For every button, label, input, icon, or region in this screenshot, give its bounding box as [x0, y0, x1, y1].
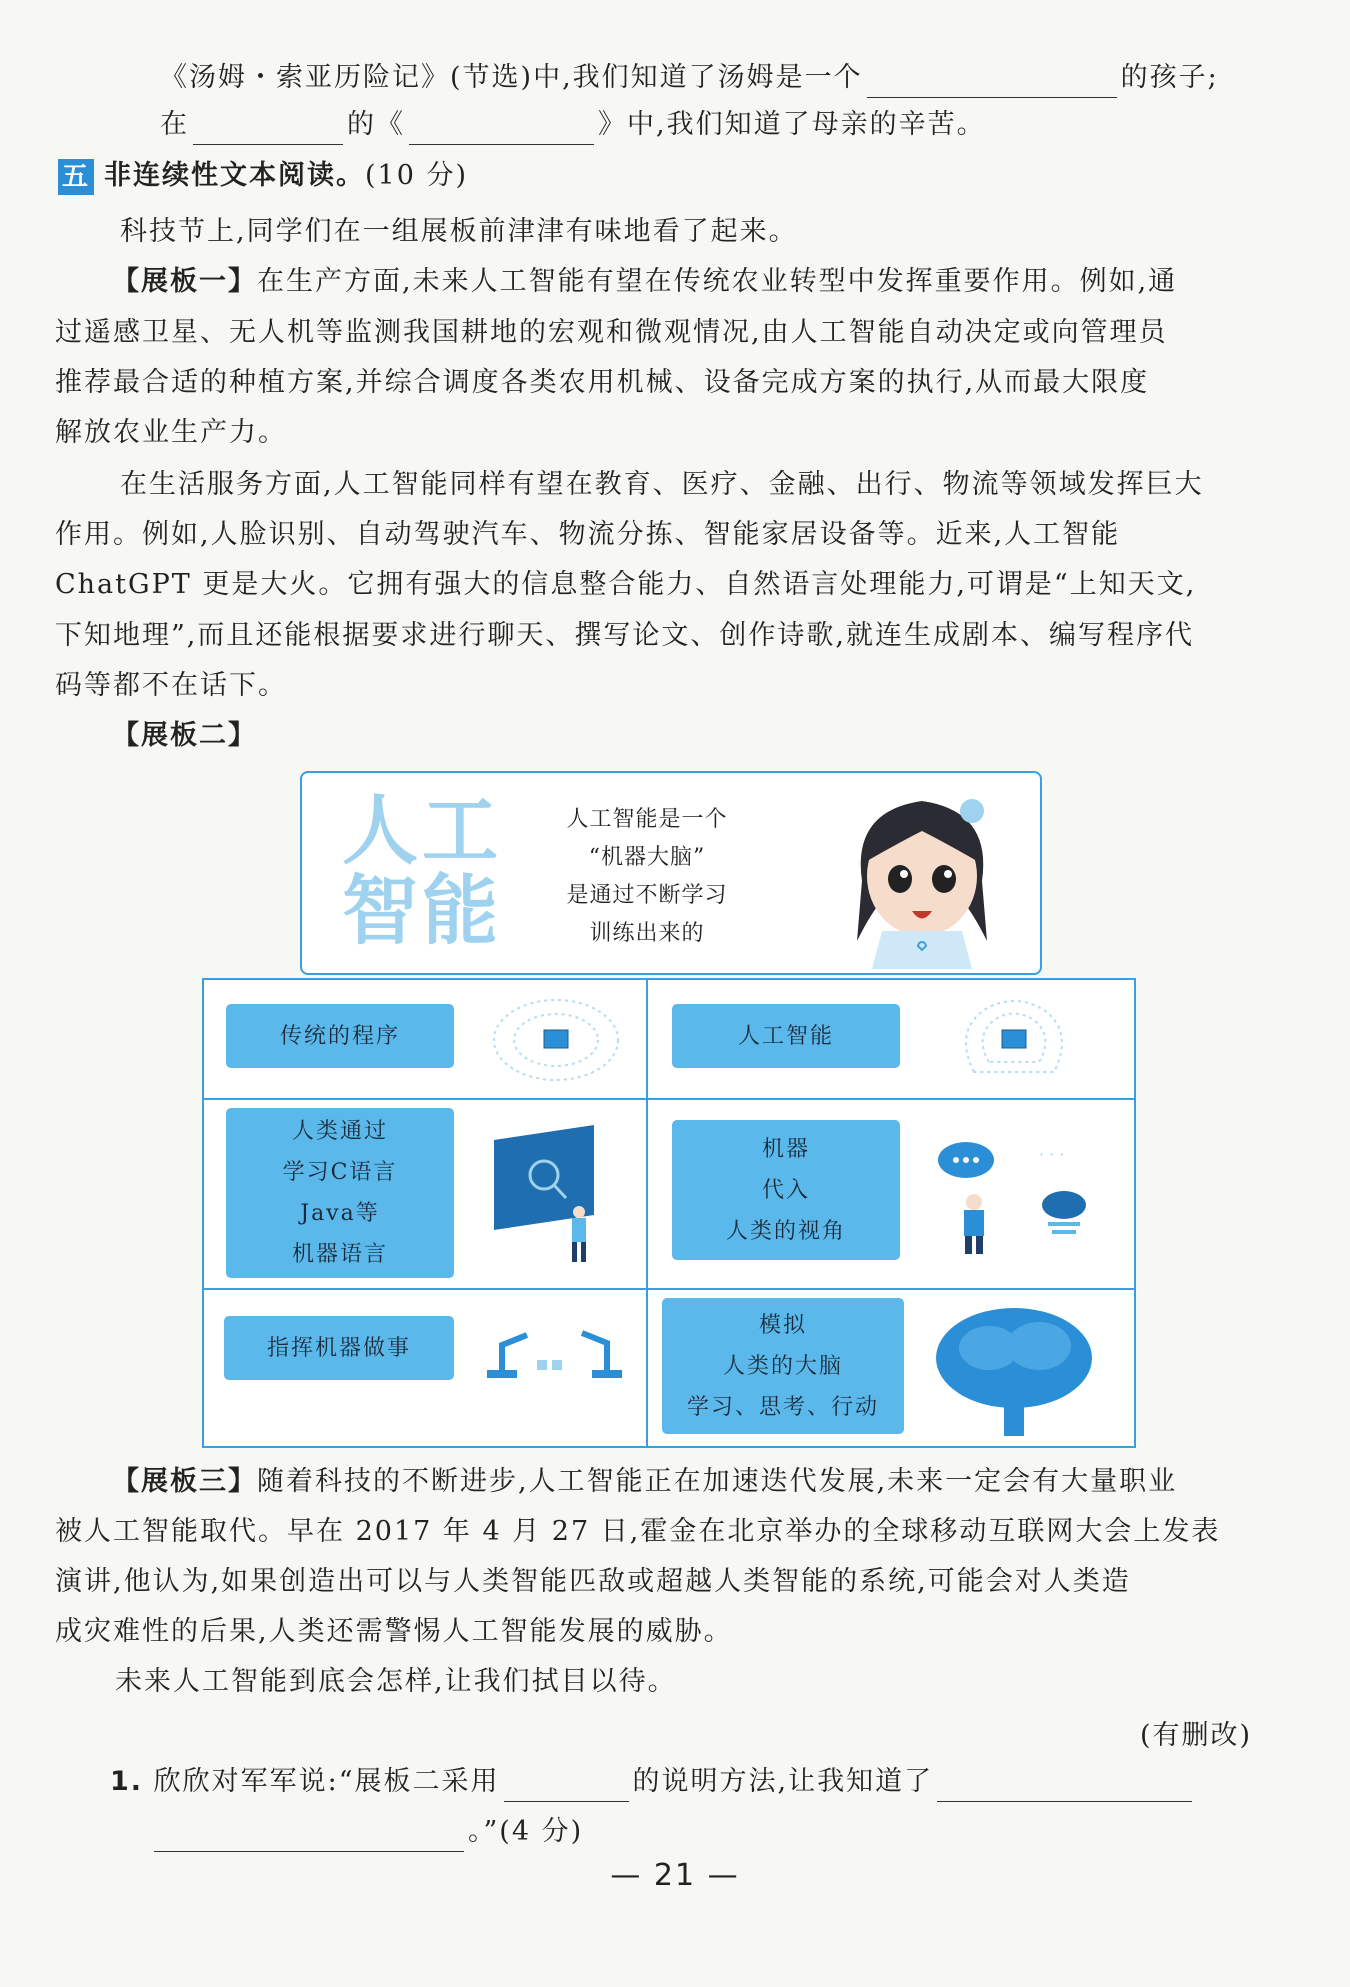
question-1-text-a: 欣欣对军军说:“展板二采用 — [153, 1766, 500, 1797]
board1-p2-line-4: 下知地理”,而且还能根据要求进行聊天、撰写论文、创作诗歌,就连生成剧本、编写程序代 — [55, 620, 1194, 651]
cell-left-mid-line-3: Java等 — [300, 1201, 380, 1226]
cell-right-mid-line-1: 机器 — [761, 1136, 810, 1162]
board1-p2-line-3: ChatGPT 更是大火。它拥有强大的信息整合能力、自然语言处理能力,可谓是“上知天文, — [55, 569, 1197, 600]
cell-simulate-brain — [662, 1298, 904, 1434]
board1-p2-line-1: 在生活服务方面,人工智能同样有望在教育、医疗、金融、出行、物流等领域发挥巨大 — [120, 469, 1204, 500]
question-1-blank-3[interactable] — [154, 1821, 464, 1852]
question-1-blank-1[interactable] — [504, 1771, 629, 1802]
cell-right-mid-line-2: 代入 — [761, 1177, 810, 1203]
board2-figure-header — [300, 771, 1042, 975]
svg-text:· · ·: · · · — [1039, 1145, 1065, 1164]
question-1-text-c: 。”(4 分) — [468, 1816, 584, 1847]
board1-line-3: 推荐最合适的种植方案,并综合调度各类农用机械、设备完成方案的执行,从而最大限度 — [55, 367, 1150, 398]
blank-1[interactable] — [867, 67, 1117, 98]
section-score: (10 分) — [365, 160, 469, 191]
page-number: — 21 — — [610, 1858, 740, 1893]
board1-line-2: 过遥感卫星、无人机等监测我国耕地的宏观和微观情况,由人工智能自动决定或向管理员 — [55, 317, 1168, 348]
board1-p2-line-5: 码等都不在话下。 — [55, 670, 287, 701]
question-1-line-1 — [110, 1762, 1350, 1802]
cell-left-mid-line-4: 机器语言 — [291, 1242, 388, 1267]
board3-p2: 未来人工智能到底会怎样,让我们拭目以待。 — [115, 1666, 677, 1697]
board1-label: 【展板一】 — [112, 266, 257, 297]
speech-line-3: 是通过不断学习 — [566, 883, 728, 908]
board3-line-2: 被人工智能取代。早在 2017 年 4 月 27 日,霍金在北京举办的全球移动互联网大会上发表 — [55, 1516, 1221, 1547]
blank-2[interactable] — [193, 114, 343, 145]
grid-divider-vertical — [646, 980, 648, 1446]
line2-text-c: 》中,我们知道了母亲的辛苦。 — [598, 109, 986, 140]
line2-text-b: 的《 — [347, 109, 405, 140]
cell-left-mid-line-2: 学习C语言 — [282, 1160, 398, 1185]
grid-divider-1 — [204, 1098, 1134, 1100]
ai-title-art — [342, 786, 517, 955]
girl-illustration — [822, 781, 1022, 969]
line1-text-a: 《汤姆・索亚历险记》(节选)中,我们知道了汤姆是一个 — [160, 62, 863, 93]
cell-left-mid-line-1: 人类通过 — [291, 1119, 388, 1144]
board3-label: 【展板三】 — [112, 1466, 257, 1497]
board2-comparison-grid — [202, 978, 1136, 1448]
cell-right-bot-line-3: 学习、思考、行动 — [686, 1394, 879, 1420]
question-1-line-2 — [150, 1812, 1350, 1852]
question-1-text-b: 的说明方法,让我知道了 — [632, 1766, 934, 1797]
cell-traditional-program — [226, 1004, 454, 1068]
speech-text — [552, 801, 742, 953]
cell-human-learn-language — [226, 1108, 454, 1278]
board3-p1-text: 随着科技的不断进步,人工智能正在加速迭代发展,未来一定会有大量职业 — [257, 1466, 1178, 1497]
cell-left-bot-label: 指挥机器做事 — [266, 1335, 411, 1361]
board2-label: 【展板二】 — [112, 720, 257, 751]
brain-circuit-icon — [944, 992, 1084, 1088]
intro-text: 科技节上,同学们在一组展板前津津有味地看了起来。 — [120, 216, 798, 247]
board1-line-4: 解放农业生产力。 — [55, 417, 287, 448]
cell-right-mid-line-3: 人类的视角 — [725, 1218, 846, 1244]
board1-line-1 — [112, 262, 1350, 302]
board3-line-1 — [112, 1462, 1350, 1502]
board3-line-3: 演讲,他认为,如果创造出可以与人类智能匹敌或超越人类智能的系统,可能会对人类造 — [55, 1566, 1131, 1597]
cell-right-bot-line-1: 模拟 — [758, 1312, 807, 1338]
section-title: 非连续性文本阅读。 — [104, 160, 365, 191]
board3-line-4: 成灾难性的后果,人类还需警惕人工智能发展的威胁。 — [55, 1616, 733, 1647]
blank-3[interactable] — [409, 114, 594, 145]
abridged-note: (有删改) — [1140, 1720, 1253, 1751]
screen-person-icon — [484, 1120, 624, 1270]
brain-tree-icon — [929, 1298, 1109, 1438]
question-1-number: 1. — [110, 1766, 144, 1797]
speech-line-1: 人工智能是一个 — [566, 807, 728, 832]
circuit-icon — [486, 994, 626, 1086]
line1-text-b: 的孩子; — [1120, 62, 1219, 93]
speech-line-4: 训练出来的 — [589, 921, 705, 946]
fill-in-line-2 — [160, 105, 1350, 145]
board1-p1-text: 在生产方面,未来人工智能有望在传统农业转型中发挥重要作用。例如,通 — [257, 266, 1178, 297]
line2-text-a: 在 — [160, 109, 189, 140]
section-header — [58, 156, 1298, 196]
question-1-blank-2[interactable] — [937, 1771, 1192, 1802]
section-number-badge: 五 — [58, 159, 94, 195]
cell-ai — [672, 1004, 900, 1068]
cell-command-machine — [224, 1316, 454, 1380]
robot-chat-icon — [934, 1130, 1104, 1260]
speech-line-2: “机器大脑” — [588, 845, 706, 870]
grid-divider-2 — [204, 1288, 1134, 1290]
board1-p2-line-2: 作用。例如,人脸识别、自动驾驶汽车、物流分拣、智能家居设备等。近来,人工智能 — [55, 519, 1121, 550]
ai-title-line-2: 智能 — [342, 866, 502, 955]
cell-ai-label: 人工智能 — [737, 1023, 834, 1049]
cell-machine-perspective — [672, 1120, 900, 1260]
ai-title-line-1: 人工 — [342, 786, 502, 875]
fill-in-line-1 — [160, 58, 1350, 98]
cell-right-bot-line-2: 人类的大脑 — [722, 1353, 843, 1379]
robot-arms-icon — [482, 1315, 632, 1385]
cell-traditional-label: 传统的程序 — [279, 1023, 400, 1049]
